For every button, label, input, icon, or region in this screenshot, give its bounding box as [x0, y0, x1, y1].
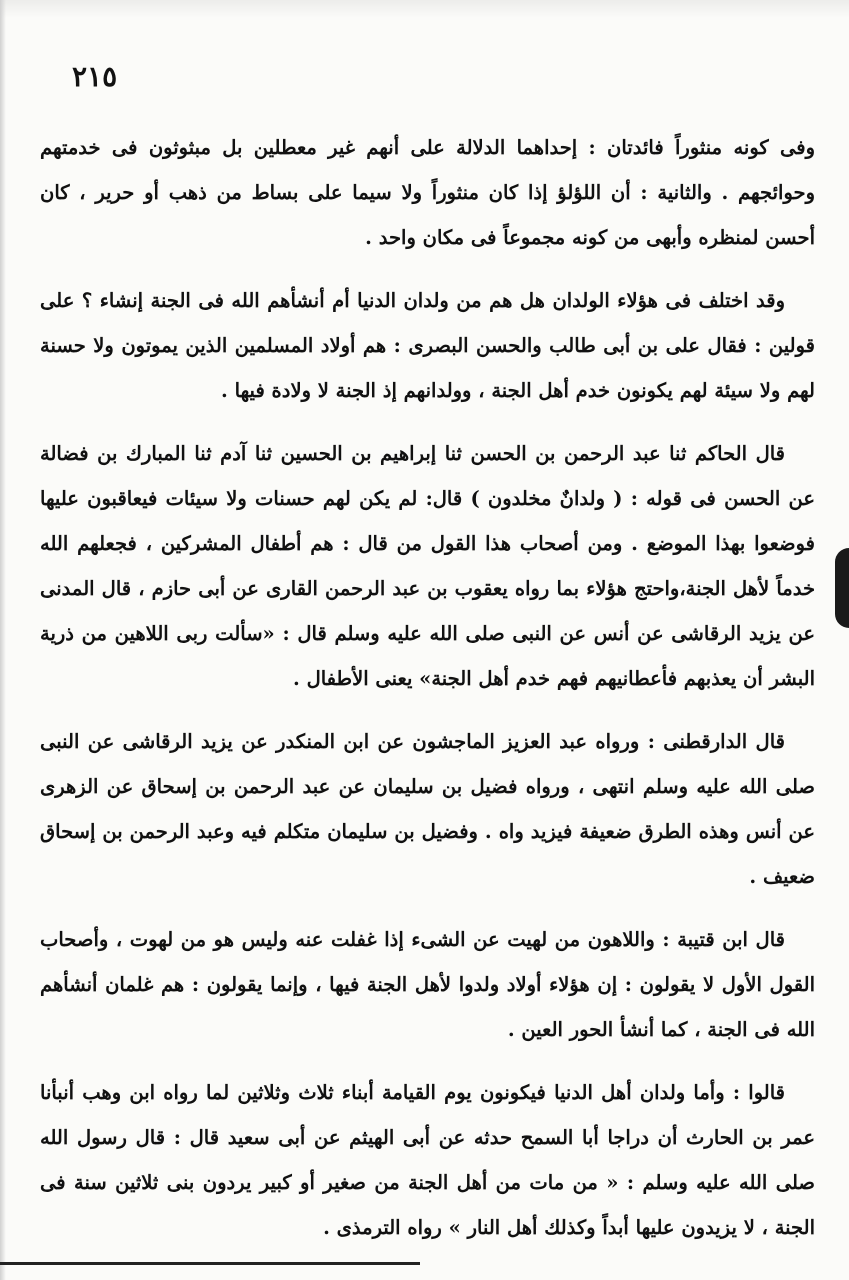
scan-left-edge [0, 0, 6, 1280]
paragraph-5: قال ابن قتيبة : واللاهون من لهيت عن الشىء إذا غفلت عنه وليس هو من لهوت ، وأصحاب القول الأول لا يقولون : إن هؤلاء أولاد ولدوا لأهل الجنة فيها ، وإنما يقولون : هم غلمان أنشأهم الله فى الجنة ، كما أنشأ الحور العين . [40, 928, 815, 1041]
paragraph-3: قال الحاكم ثنا عبد الرحمن بن الحسن ثنا إبراهيم بن الحسين ثنا آدم ثنا المبارك بن فضالة عن الحسن فى قوله : ( ولدانٌ مخلدون ) قال: لم يكن لهم حسنات ولا سيئات فيعاقبون عليها فوضعوا بهذا الموضع . ومن أصحاب هذا القول من قال : هم أطفال المشركين ، فجعلهم الله خدماً لأهل الجنة،واحتج هؤلاء بما رواه يعقوب بن عبد الرحمن القارى عن أبى حازم ، قال المدنى عن يزيد الرقاشى عن أنس عن النبى صلى الله عليه وسلم قال : «سألت ربى اللاهين من ذرية البشر أن يعذبهم فأعطانيهم فهم خدم أهل الجنة» يعنى الأطفال . [40, 442, 815, 690]
page-body [40, 125, 815, 1268]
scan-top-shadow [0, 0, 849, 18]
paragraph-2: وقد اختلف فى هؤلاء الولدان هل هم من ولدان الدنيا أم أنشأهم الله فى الجنة إنشاء ؟ على قولين : فقال على بن أبى طالب والحسن البصرى : هم أولاد المسلمين الذين يموتون ولا حسنة لهم ولا سيئة لهم يكونون خدم أهل الجنة ، وولدانهم إذ الجنة لا ولادة فيها . [40, 289, 815, 402]
paragraph-4: قال الدارقطنى : ورواه عبد العزيز الماجشون عن ابن المنكدر عن يزيد الرقاشى عن النبى صلى الله عليه وسلم انتهى ، ورواه فضيل بن سليمان عن عبد الرحمن بن إسحاق عن الزهرى عن أنس وهذه الطرق ضعيفة فيزيد واه . وفضيل بن سليمان متكلم فيه وعبد الرحمن بن إسحاق ضعيف . [40, 730, 815, 888]
scan-binding-mark [835, 548, 849, 628]
page-number: ٢١٥ [72, 60, 118, 93]
bottom-rule [0, 1262, 420, 1265]
paragraph-6: قالوا : وأما ولدان أهل الدنيا فيكونون يوم القيامة أبناء ثلاث وثلاثين لما رواه ابن وهب أنبأنا عمر بن الحارث أن دراجا أبا السمح حدثه عن أبى الهيثم عن أبى سعيد قال : قال رسول الله صلى الله عليه وسلم : « من مات من أهل الجنة من صغير أو كبير يردون بنى ثلاثين سنة فى الجنة ، لا يزيدون عليها أبداً وكذلك أهل النار » رواه الترمذى . [40, 1081, 815, 1239]
paragraph-1: وفى كونه منثوراً فائدتان : إحداهما الدلالة على أنهم غير معطلين بل مبثوثون فى خدمتهم وحوائجهم . والثانية : أن اللؤلؤ إذا كان منثوراً ولا سيما على بساط من ذهب أو حرير ، كان أحسن لمنظره وأبهى من كونه مجموعاً فى مكان واحد . [40, 136, 815, 249]
